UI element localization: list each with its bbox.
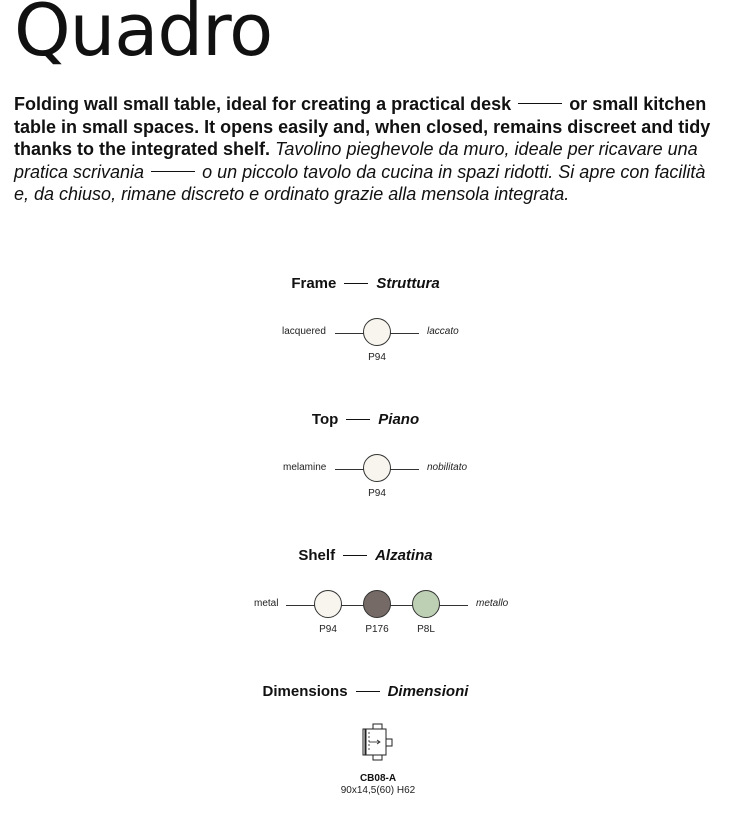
shelf-section	[0, 545, 731, 565]
swatch-p94[interactable]	[363, 454, 391, 482]
swatch-code: P94	[368, 352, 386, 363]
top-heading	[0, 409, 731, 429]
top-label-it: Piano	[378, 410, 420, 428]
dimensions-label-en: Dimensions	[262, 682, 348, 700]
description-italian-part2: o un piccolo tavolo da cucina in spazi ridotti. Si apre con facilità e, da chiuso, rimane discreto e ordinato grazie alla mensola integrata.	[14, 161, 706, 204]
swatch-code: P94	[319, 624, 337, 635]
swatch-code: P94	[368, 488, 386, 499]
swatch-code: P8L	[417, 624, 435, 635]
page-title: Quadro	[14, 0, 273, 72]
model-code: CB08-A	[359, 773, 397, 784]
frame-finish-en: lacquered	[282, 326, 326, 337]
description-italian-part1: Tavolino pieghevole da muro, ideale per ricavare una pratica scrivania	[14, 139, 698, 182]
heading-rule	[356, 691, 380, 692]
frame-finish-it: laccato	[427, 326, 459, 337]
folding-table-plan-icon	[359, 722, 395, 766]
frame-label-it: Struttura	[376, 274, 440, 292]
shelf-swatch-row	[0, 590, 731, 635]
top-finish-en: melamine	[283, 462, 327, 473]
heading-rule	[344, 283, 368, 284]
frame-swatch-row	[0, 318, 731, 363]
shelf-label-it: Alzatina	[375, 546, 433, 564]
top-finish-it: nobilitato	[427, 462, 468, 473]
frame-section	[0, 273, 731, 293]
swatch-p176[interactable]	[363, 590, 391, 618]
swatch-p8l[interactable]	[412, 590, 440, 618]
dimensions-heading	[0, 681, 731, 701]
frame-heading	[0, 273, 731, 293]
heading-rule	[343, 555, 367, 556]
description-english-part2: or small kitchen table in small spaces. It opens easily and, when closed, remains discreet and tidy thanks to the integrated shelf.	[14, 94, 711, 159]
dash-divider	[151, 171, 195, 172]
top-section	[0, 409, 731, 429]
swatch-code: P176	[365, 624, 389, 635]
heading-rule	[346, 419, 370, 420]
shelf-label-en: Shelf	[298, 546, 336, 564]
product-description	[14, 93, 714, 206]
model-dimensions: 90x14,5(60) H62	[340, 785, 416, 796]
top-swatch-row	[0, 454, 731, 499]
dimensions-label-it: Dimensioni	[387, 682, 469, 700]
top-label-en: Top	[311, 410, 339, 428]
dash-divider	[518, 103, 562, 104]
shelf-finish-en: metal	[254, 598, 279, 609]
swatch-p94[interactable]	[363, 318, 391, 346]
shelf-heading	[0, 545, 731, 565]
frame-label-en: Frame	[291, 274, 337, 292]
swatch-p94[interactable]	[314, 590, 342, 618]
dimensions-section	[0, 681, 731, 701]
description-english-part1: Folding wall small table, ideal for creating a practical desk	[14, 94, 512, 114]
shelf-finish-it: metallo	[476, 598, 509, 609]
